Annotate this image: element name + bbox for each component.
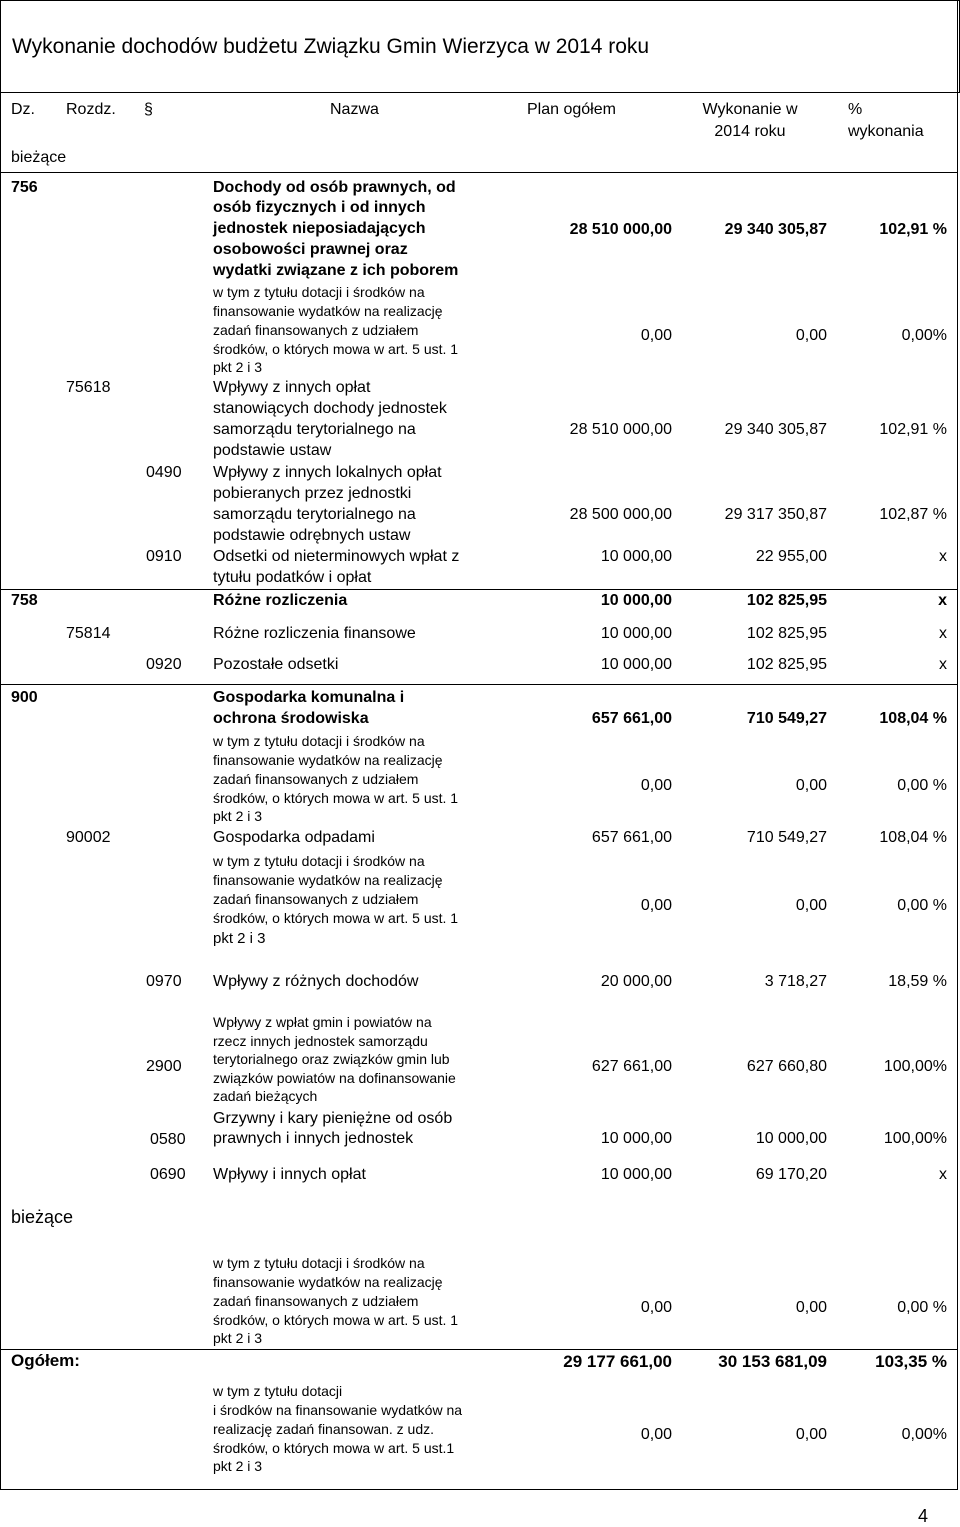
- row-75618-name-3: samorządu terytorialnego na: [213, 421, 416, 438]
- row-2900-name-5: zadań bieżących: [213, 1088, 318, 1104]
- row-0970-percent: 18,59 %: [888, 973, 947, 990]
- row-75618-rozdz: 75618: [66, 379, 111, 396]
- row-2900-wykonanie: 627 660,80: [746, 1058, 827, 1075]
- total-w-percent: 0,00%: [901, 1426, 947, 1443]
- row-0580-percent: 100,00%: [883, 1130, 947, 1147]
- total-percent: 103,35 %: [875, 1352, 947, 1371]
- header-plan: Plan ogółem: [527, 101, 616, 118]
- total-w-name-5: pkt 2 i 3: [213, 1458, 263, 1474]
- total-w-name-2: i środków na finansowanie wydatków na: [213, 1402, 463, 1418]
- row-756w-name-4: środków, o których mowa w art. 5 ust. 1: [213, 341, 459, 357]
- row-758-wykonanie: 102 825,95: [746, 592, 827, 609]
- row-758-name-1: Różne rozliczenia: [213, 592, 348, 609]
- row-756-dz: 756: [11, 179, 38, 196]
- row-90002w-name-5: pkt 2 i 3: [213, 930, 266, 947]
- row-756w-wykonanie: 0,00: [795, 327, 827, 344]
- row-90002w-wykonanie: 0,00: [795, 897, 827, 914]
- divider: [0, 589, 958, 590]
- row-0490-wykonanie: 29 317 350,87: [724, 506, 827, 523]
- row-900w-name-4: środków, o których mowa w art. 5 ust. 1: [213, 790, 459, 806]
- row-756-name-2: osób fizycznych i od innych: [213, 199, 426, 216]
- row-0580-wykonanie: 10 000,00: [755, 1130, 827, 1147]
- row-0580-par: 0580: [150, 1131, 186, 1148]
- row-90002w-name-3: zadań finansowanych z udziałem: [213, 891, 419, 907]
- row-0490-name-4: podstawie odrębnych ustaw: [213, 527, 411, 544]
- total-label: Ogółem:: [11, 1351, 80, 1370]
- header-wykonanie-1: Wykonanie w: [702, 101, 798, 118]
- row-0490-name-1: Wpływy z innych lokalnych opłat: [213, 464, 442, 481]
- row-900w-percent: 0,00 %: [897, 777, 947, 794]
- page-number: 4: [918, 1506, 929, 1526]
- row-90002-plan: 657 661,00: [591, 829, 672, 846]
- row-2900-name-4: związków powiatów na dofinansowanie: [213, 1070, 456, 1086]
- row-0690-wykonanie: 69 170,20: [755, 1166, 827, 1183]
- row-900-percent: 108,04 %: [879, 710, 947, 727]
- row-0690-par: 0690: [150, 1166, 186, 1183]
- row-900w-name-5: pkt 2 i 3: [213, 808, 263, 824]
- row-0970-par: 0970: [146, 973, 182, 990]
- row-75814-name-1: Różne rozliczenia finansowe: [213, 625, 416, 642]
- row-0910-name-1: Odsetki od nieterminowych wpłat z: [213, 548, 460, 565]
- row-0490-name-3: samorządu terytorialnego na: [213, 506, 416, 523]
- row-2900-percent: 100,00%: [883, 1058, 947, 1075]
- row-90002w-name-4: środków, o których mowa w art. 5 ust. 1: [213, 910, 459, 926]
- row-75814-wykonanie: 102 825,95: [746, 625, 827, 642]
- row-900-dz: 900: [11, 689, 38, 706]
- total-plan: 29 177 661,00: [563, 1352, 672, 1371]
- row-90002w-name-2: finansowanie wydatków na realizację: [213, 872, 443, 888]
- row-90002w-plan: 0,00: [640, 897, 672, 914]
- row-756w-name-2: finansowanie wydatków na realizację: [213, 303, 443, 319]
- row-0920-percent: x: [939, 656, 947, 673]
- row-75618-plan: 28 510 000,00: [569, 421, 672, 438]
- row-756w-name-3: zadań finansowanych z udziałem: [213, 322, 419, 338]
- row-758-plan: 10 000,00: [600, 592, 672, 609]
- row-756-plan: 28 510 000,00: [569, 221, 672, 238]
- header-nazwa: Nazwa: [330, 101, 379, 118]
- row-756w-name-1: w tym z tytułu dotacji i środków na: [213, 284, 425, 300]
- row-0910-name-2: tytułu podatków i opłat: [213, 569, 372, 586]
- row-bw-wykonanie: 0,00: [795, 1299, 827, 1316]
- row-756-name-1: Dochody od osób prawnych, od: [213, 179, 456, 196]
- row-0690-plan: 10 000,00: [600, 1166, 672, 1183]
- row-0490-percent: 102,87 %: [879, 506, 947, 523]
- row-0580-plan: 10 000,00: [600, 1130, 672, 1147]
- row-bw-percent: 0,00 %: [897, 1299, 947, 1316]
- row-90002w-percent: 0,00 %: [897, 897, 947, 914]
- row-756-wykonanie: 29 340 305,87: [724, 221, 827, 238]
- row-bw-name-5: pkt 2 i 3: [213, 1330, 263, 1346]
- row-2900-name-2: rzecz innych jednostek samorządu: [213, 1033, 428, 1049]
- row-bw-name-2: finansowanie wydatków na realizację: [213, 1274, 443, 1290]
- total-w-wykonanie: 0,00: [795, 1426, 827, 1443]
- row-900-plan: 657 661,00: [591, 710, 672, 727]
- row-0970-name-1: Wpływy z różnych dochodów: [213, 973, 419, 990]
- row-756-name-3: jednostek nieposiadających: [213, 220, 426, 237]
- row-90002-rozdz: 90002: [66, 829, 111, 846]
- row-0920-plan: 10 000,00: [600, 656, 672, 673]
- row-bw-name-4: środków, o których mowa w art. 5 ust. 1: [213, 1312, 459, 1328]
- header-paragraph: §: [144, 101, 153, 118]
- row-75814-rozdz: 75814: [66, 625, 111, 642]
- header-percent-1: %: [848, 101, 863, 118]
- row-bw-name-1: w tym z tytułu dotacji i środków na: [213, 1255, 425, 1271]
- row-900w-name-2: finansowanie wydatków na realizację: [213, 752, 443, 768]
- row-0910-par: 0910: [146, 548, 182, 565]
- row-900w-wykonanie: 0,00: [795, 777, 827, 794]
- header-dz: Dz.: [11, 101, 35, 118]
- row-0690-name-1: Wpływy i innych opłat: [213, 1166, 366, 1183]
- row-0920-name-1: Pozostałe odsetki: [213, 656, 339, 673]
- row-75618-name-2: stanowiących dochody jednostek: [213, 400, 447, 417]
- total-w-name-3: realizację zadań finansowan. z udz.: [213, 1421, 435, 1437]
- row-2900-name-3: terytorialnego oraz związków gmin lub: [213, 1051, 450, 1067]
- row-900-name-2: ochrona środowiska: [213, 710, 369, 727]
- row-0910-plan: 10 000,00: [600, 548, 672, 565]
- total-w-name-4: środków, o których mowa w art. 5 ust.1: [213, 1440, 455, 1456]
- row-0490-plan: 28 500 000,00: [569, 506, 672, 523]
- page-title: Wykonanie dochodów budżetu Związku Gmin Wierzyca w 2014 roku: [12, 35, 650, 58]
- row-0580-name-1: Grzywny i kary pieniężne od osób: [213, 1110, 453, 1127]
- row-900-name-1: Gospodarka komunalna i: [213, 689, 405, 706]
- total-w-name-1: w tym z tytułu dotacji: [213, 1383, 343, 1399]
- row-0910-wykonanie: 22 955,00: [755, 548, 827, 565]
- row-75814-plan: 10 000,00: [600, 625, 672, 642]
- row-2900-par: 2900: [146, 1058, 182, 1075]
- row-0490-par: 0490: [146, 464, 182, 481]
- header-rozdz: Rozdz.: [66, 101, 116, 118]
- row-900w-plan: 0,00: [640, 777, 672, 794]
- row-75618-name-4: podstawie ustaw: [213, 442, 332, 459]
- row-0920-par: 0920: [146, 656, 182, 673]
- row-bw-name-3: zadań finansowanych z udziałem: [213, 1293, 419, 1309]
- row-758-percent: x: [938, 592, 947, 609]
- row-900w-name-3: zadań finansowanych z udziałem: [213, 771, 419, 787]
- row-0490-name-2: pobieranych przez jednostki: [213, 485, 412, 502]
- row-90002-percent: 108,04 %: [879, 829, 947, 846]
- divider: [0, 1349, 958, 1350]
- row-75618-percent: 102,91 %: [879, 421, 947, 438]
- row-90002-wykonanie: 710 549,27: [746, 829, 827, 846]
- row-75618-wykonanie: 29 340 305,87: [724, 421, 827, 438]
- divider: [0, 684, 958, 685]
- row-0970-plan: 20 000,00: [600, 973, 672, 990]
- section-biezace-top: bieżące: [11, 149, 67, 166]
- row-0910-percent: x: [939, 548, 947, 565]
- row-756-name-5: wydatki związane z ich poborem: [213, 262, 459, 279]
- header-wykonanie-2: 2014 roku: [714, 123, 786, 140]
- row-756w-name-5: pkt 2 i 3: [213, 359, 263, 375]
- row-0920-wykonanie: 102 825,95: [746, 656, 827, 673]
- title-box: [0, 0, 960, 93]
- row-758-dz: 758: [11, 592, 38, 609]
- row-90002w-name-1: w tym z tytułu dotacji i środków na: [213, 853, 425, 869]
- section-biezace-bottom: bieżące: [11, 1207, 74, 1227]
- row-90002-name-1: Gospodarka odpadami: [213, 829, 375, 846]
- row-756-name-4: osobowości prawnej oraz: [213, 241, 408, 258]
- row-756w-plan: 0,00: [640, 327, 672, 344]
- row-0690-percent: x: [939, 1166, 947, 1183]
- row-756w-percent: 0,00%: [901, 327, 947, 344]
- divider: [0, 172, 958, 173]
- row-bw-plan: 0,00: [640, 1299, 672, 1316]
- header-percent-2: wykonania: [848, 123, 924, 140]
- row-2900-name-1: Wpływy z wpłat gmin i powiatów na: [213, 1014, 432, 1030]
- row-0970-wykonanie: 3 718,27: [764, 973, 827, 990]
- row-756-percent: 102,91 %: [879, 221, 947, 238]
- total-wykonanie: 30 153 681,09: [718, 1352, 827, 1371]
- row-0580-name-2: prawnych i innych jednostek: [213, 1130, 414, 1147]
- row-900w-name-1: w tym z tytułu dotacji i środków na: [213, 733, 425, 749]
- row-2900-plan: 627 661,00: [591, 1058, 672, 1075]
- row-900-wykonanie: 710 549,27: [746, 710, 827, 727]
- total-w-plan: 0,00: [640, 1426, 672, 1443]
- row-75814-percent: x: [939, 625, 947, 642]
- row-75618-name-1: Wpływy z innych opłat: [213, 379, 371, 396]
